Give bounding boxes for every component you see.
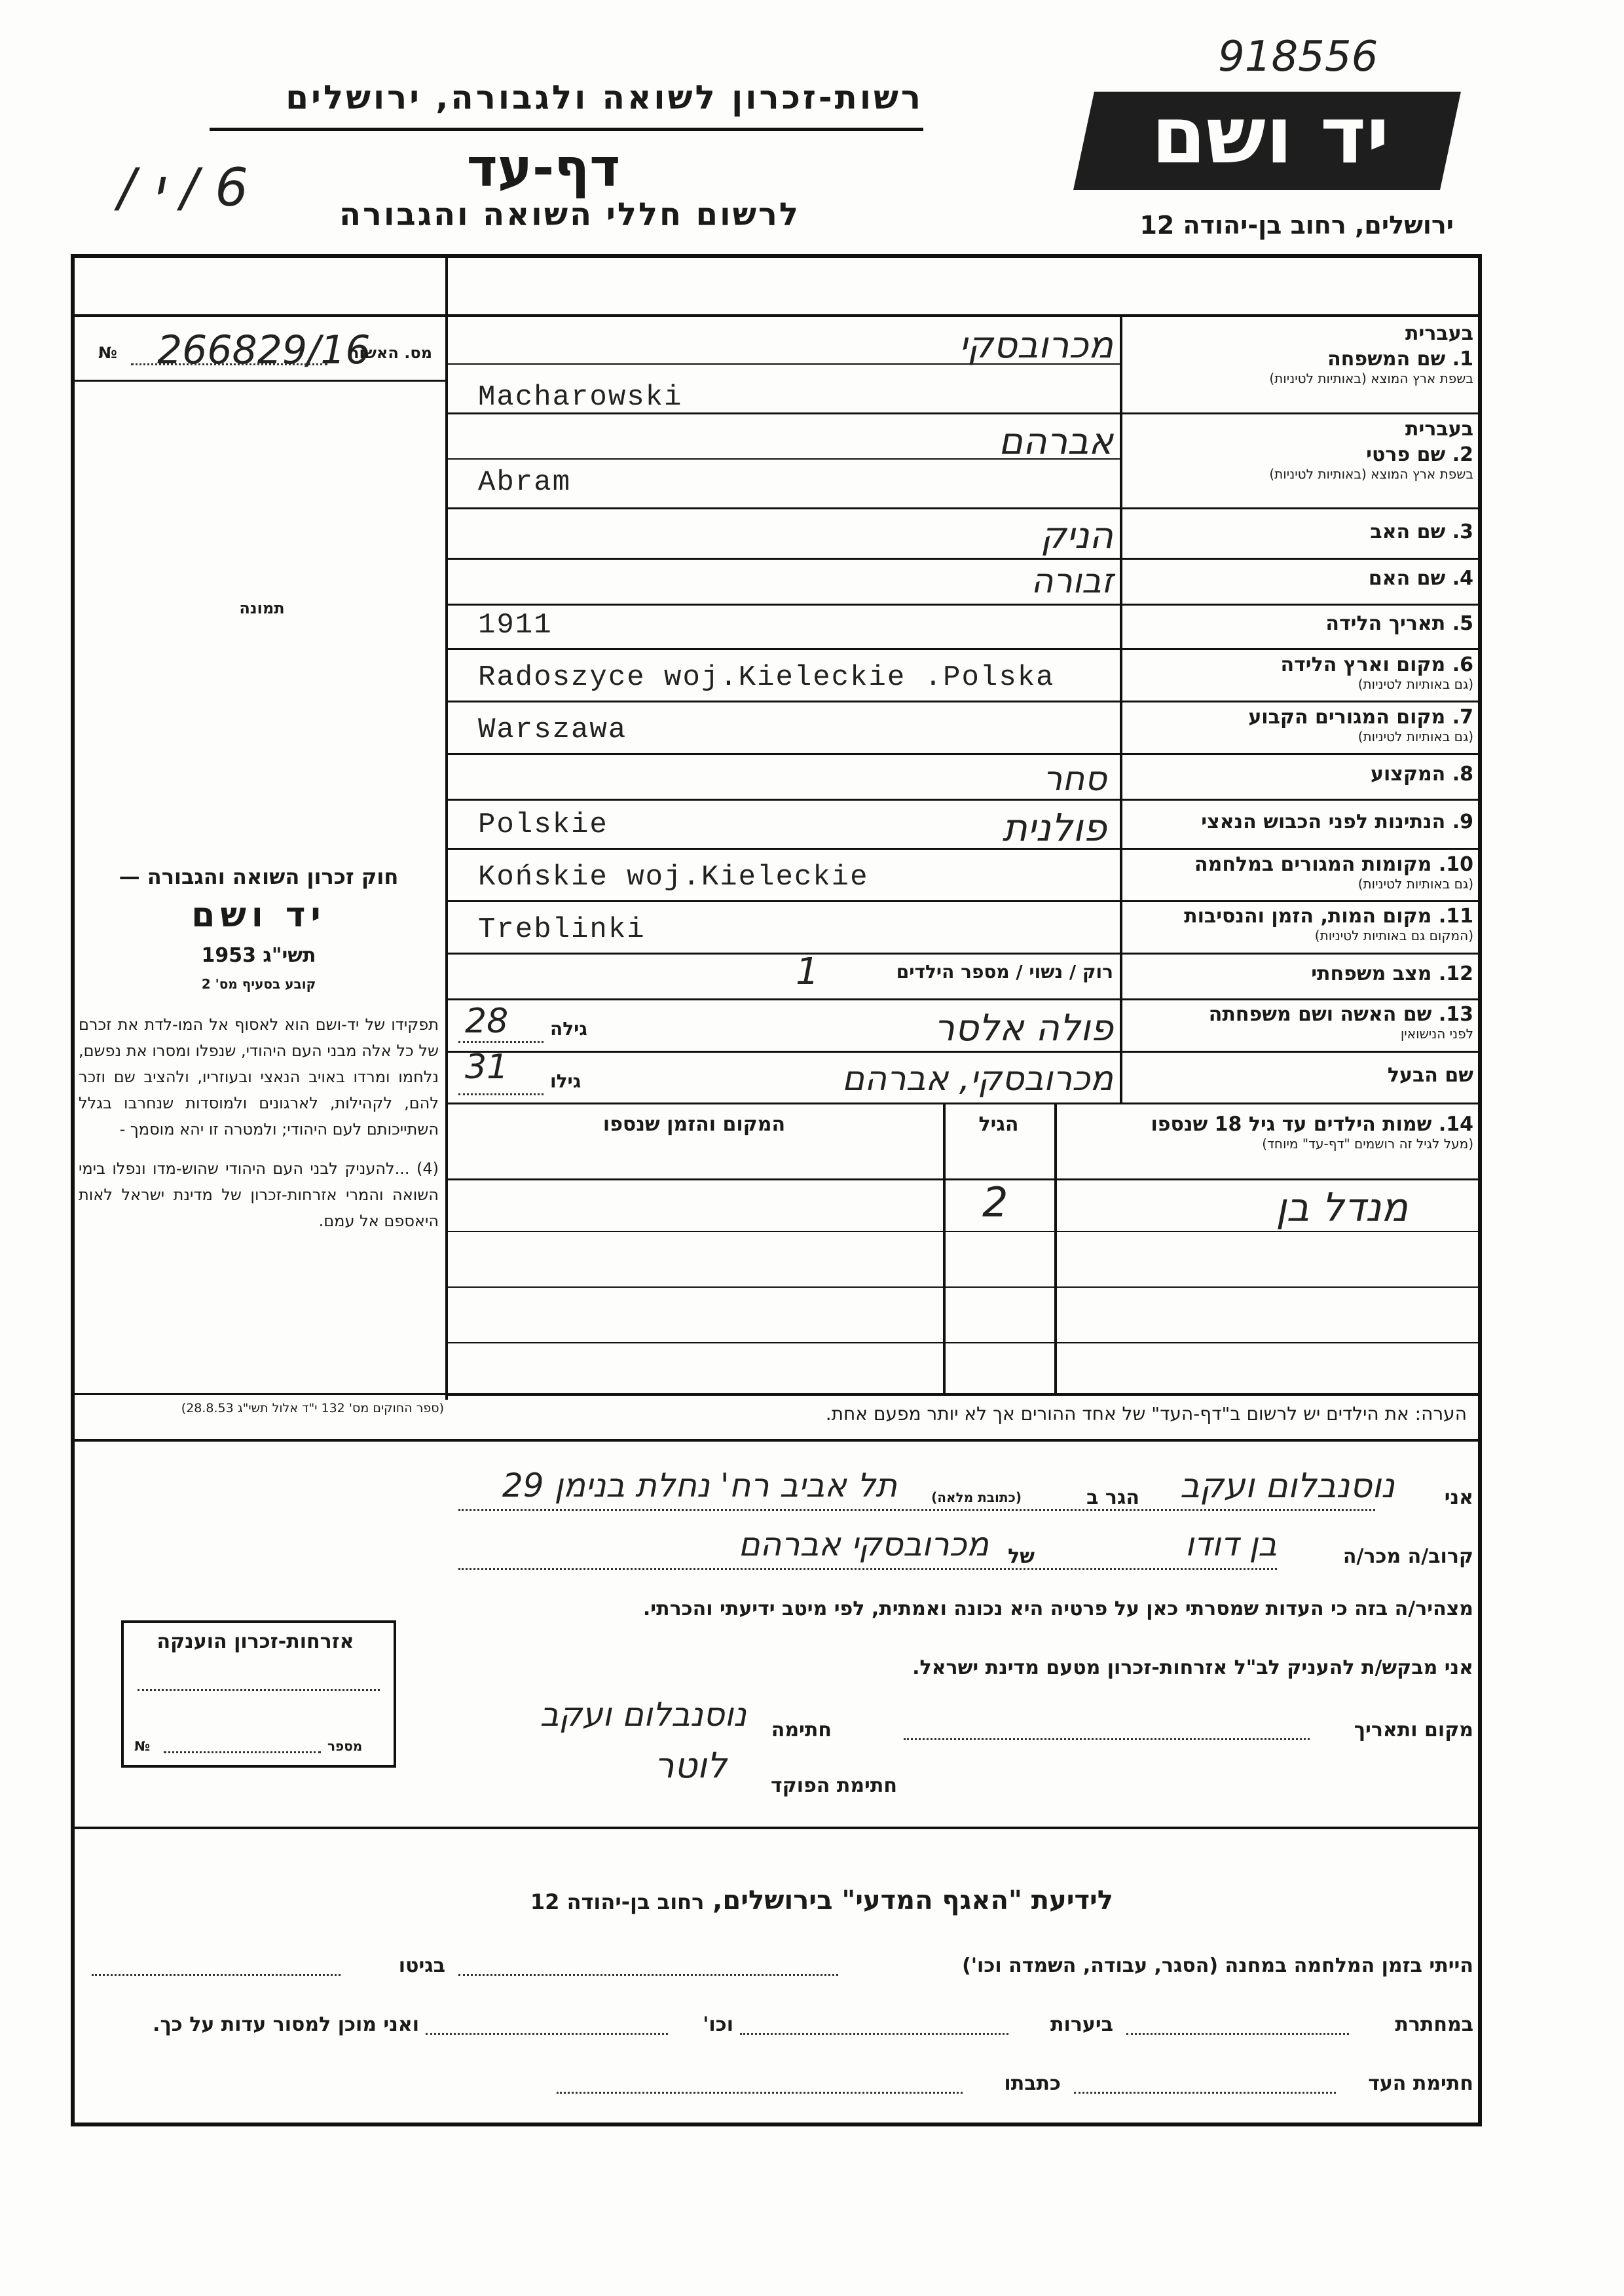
field-13-label: 13. שם האשה ושם משפחתה לפני הנישואין — [1208, 1003, 1473, 1042]
decl-statement: מצהיר/ה בזה כי העדות שמסרתי כאן על פרטיה היא נכונה ואמתית, לפי מיטב ידיעתי והכרתי. — [642, 1597, 1473, 1620]
wife-name: פולה אלסר — [934, 1007, 1113, 1049]
decl-address: תל אביב רח' נחלת בנימן 29 — [502, 1467, 897, 1504]
handwritten-ref: 6 / י / — [118, 157, 248, 218]
children-age-col: הגיל — [978, 1113, 1019, 1136]
field-3-label: 3. שם האב — [1370, 520, 1473, 543]
citizenship-no-mark: № — [134, 1738, 151, 1754]
residence: Warszawa — [478, 714, 627, 746]
profession: סחר — [1043, 759, 1107, 799]
birth-place: Radoszyce woj.Kieleckie .Polska — [478, 661, 1055, 694]
approval-number: 266829/16 — [157, 327, 371, 373]
husband-age: 31 — [465, 1048, 509, 1087]
officer-label: חתימת הפוקד — [771, 1774, 897, 1797]
field-6-label: 6. מקום וארץ הלידה (גם באותיות לטיניות) — [1280, 653, 1473, 692]
nationality-hebrew: פולנית — [1002, 805, 1107, 850]
logo-text: יד ושם — [1151, 90, 1390, 181]
marital-status-options: רוק / נשוי / מספר הילדים — [896, 961, 1113, 983]
firstname-latin: Abram — [478, 466, 572, 499]
children-header: 14. שמות הילדים עד גיל 18 שנספו (מעל לגיל זה רושמים "דף-עד" מיוחד) — [1151, 1113, 1473, 1152]
field-9-label: 9. הנתינות לפני הכבוש הנאצי — [1201, 811, 1473, 833]
note-text: הערה: את הילדים יש לרשום ב"דף-העד" של אחד ההורים אך לא יותר מפעם אחת. — [825, 1403, 1467, 1425]
footer-line3-b: כתבתו — [1004, 2072, 1061, 2095]
decl-relation: בן דודו — [1185, 1525, 1277, 1563]
decl-request: אני מבקש/ת להעניק לב"ל אזרחות-זכרון מטעם מדינת ישראל. — [912, 1656, 1473, 1679]
surname-latin: Macharowski — [478, 381, 683, 414]
footer-line2-a: במחתרת — [1395, 2013, 1473, 2036]
decl-resides-label: הגר ב — [1086, 1486, 1139, 1509]
citizenship-title: אזרחות-זכרון הוענקה — [157, 1630, 354, 1653]
signature: נוסנבלום ועקב — [540, 1696, 747, 1734]
footer-line2-d: ואני מוכן למסור עדות על כך. — [153, 2013, 419, 2036]
decl-i-label: אני — [1444, 1486, 1473, 1509]
footer-line3-a: חתימת העד — [1368, 2072, 1473, 2095]
law-source: (ספר החוקים מס' 132 י"ד אלול תשי"ג 28.8.53) — [181, 1401, 444, 1415]
footer-line2-c: וכו' — [703, 2013, 733, 2036]
field-11-label: 11. מקום המות, הזמן והנסיבות (המקום גם באותיות לטיניות) — [1184, 905, 1473, 943]
approval-label: מס. האשור — [350, 344, 432, 362]
children-place-col: המקום והזמן שנספו — [602, 1113, 786, 1136]
firstname-hebrew: אברהם — [998, 420, 1113, 463]
wife-age: 28 — [465, 1002, 509, 1041]
footer-line2-b: ביערות — [1050, 2013, 1113, 2036]
form-subtitle: לרשום חללי השואה והגבורה — [339, 196, 800, 233]
children-count: 1 — [796, 951, 819, 993]
field-10-label: 10. מקומות המגורים במלחמה (גם באותיות לטיניות) — [1194, 853, 1473, 892]
decl-of-name: מכרובסקי אברהם — [738, 1525, 989, 1563]
header-address: ירושלים, רחוב בן-יהודה 12 — [1139, 211, 1454, 240]
field-8-label: 8. המקצוע — [1370, 763, 1473, 786]
child-age: 2 — [982, 1178, 1008, 1226]
footer-line1-b: בגיטו — [398, 1954, 445, 1977]
child-name: מנדל בן — [1276, 1185, 1408, 1231]
surname-hebrew: מכרובסקי — [959, 324, 1113, 367]
field-12-label: 12. מצב משפחתי — [1311, 962, 1473, 985]
wartime-residence: Końskie woj.Kieleckie — [478, 861, 869, 894]
photo-label: תמונה — [239, 599, 285, 617]
husband-age-label: גילו — [550, 1070, 581, 1092]
archive-number: 918556 — [1218, 33, 1378, 81]
approval-no-mark: № — [98, 344, 117, 362]
father-name: הניק — [1040, 515, 1113, 557]
place-date-label: מקום ותאריך — [1354, 1719, 1473, 1741]
decl-address-hint: (כתובת מלאה) — [931, 1489, 1022, 1505]
decl-witness-name: נוסנבלום ועקב — [1179, 1467, 1395, 1506]
death-place: Treblinki — [478, 913, 646, 946]
field-2-label: בעברית 2. שם פרטי בשפת ארץ המוצא (באותיות לטיניות) — [1269, 418, 1473, 482]
birth-date: 1911 — [478, 609, 553, 642]
law-block: חוק זכרון השואה והגבורה — יד ושם תשי"ג 1953 קובע בסעיף מס' 2 תפקידו של יד-ושם הוא לאסוף אל המו-לדת את זכרם של כל אלה מבני העם היהודי, שנפלו ומסרו את נפשם, נלחמו ומרדו באויב הנאצי ובעוזריו, ולהציב שם וזכר להם, לקהילות, לארגונים ולמוסדות שנחרבו בגלל השתייכותם לעם היהודי; ולמטרה זו יהא מוסמך - (4) ...להעניק לבני העם היהודי שהוש-מדו ונפלו בימי השואה והמרי אזרחות-זכרון של מדינת ישראל לאות היאספם אל עמם. — [79, 864, 439, 1230]
officer-signature: לוטר — [654, 1745, 727, 1786]
decl-of-label: של — [1008, 1545, 1035, 1568]
citizenship-number-label: מספר — [327, 1738, 363, 1754]
field-5-label: 5. תאריך הלידה — [1325, 612, 1473, 635]
field-4-label: 4. שם האם — [1368, 567, 1473, 590]
field-1-label: בעברית 1. שם המשפחה בשפת ארץ המוצא (באותיות לטיניות) — [1269, 322, 1473, 386]
husband-name: מכרובסקי, אברהם — [841, 1059, 1113, 1099]
authority-title: רשות-זכרון לשואה ולגבורה, ירושלים — [286, 79, 923, 117]
nationality-latin: Polskie — [478, 809, 608, 841]
signature-label: חתימה — [771, 1719, 832, 1741]
footer-line1-a: הייתי בזמן המלחמה במחנה (הסגר, עבודה, השמדה וכו') — [962, 1954, 1473, 1977]
field-7-label: 7. מקום המגורים הקבוע (גם באותיות לטיניות) — [1248, 706, 1473, 744]
mother-name: זבורה — [1031, 562, 1113, 601]
footer-title-line: לידיעת "האגף המדעי" בירושלים, רחוב בן-יהודה 12 — [530, 1886, 1113, 1916]
husband-label: שם הבעל — [1387, 1064, 1473, 1087]
decl-relation-label: קרוב/ה מכר/ה — [1342, 1545, 1473, 1568]
wife-age-label: גילה — [550, 1018, 587, 1040]
form-title: דף-עד — [466, 137, 621, 198]
